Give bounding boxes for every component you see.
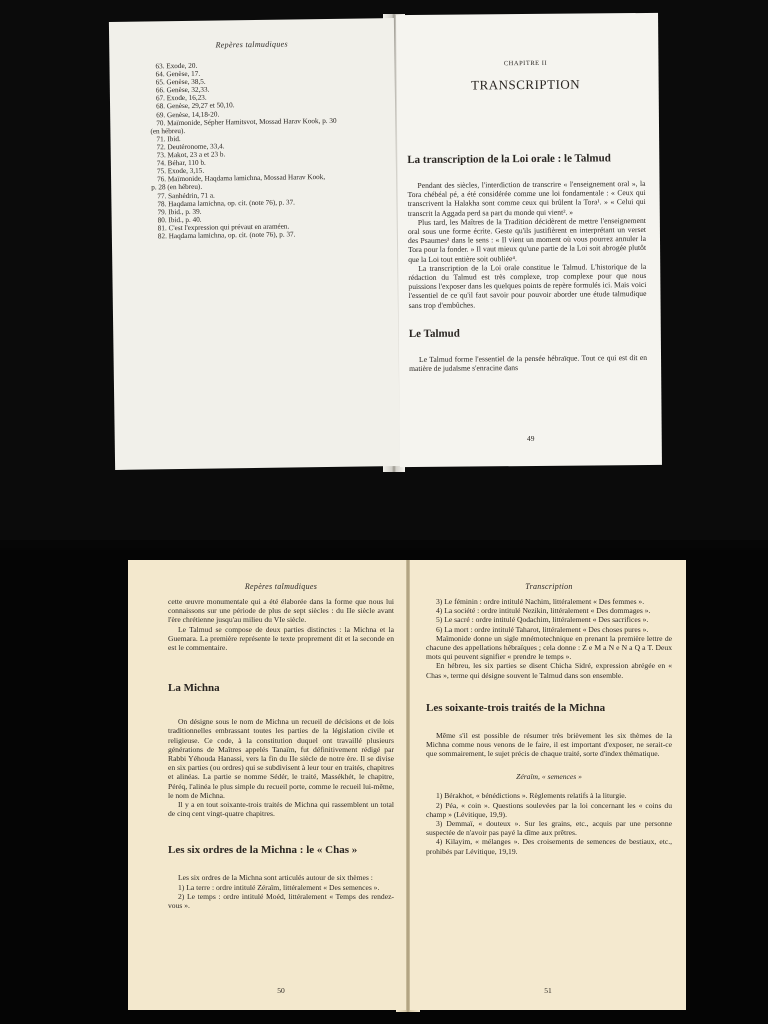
body-text [426,731,672,759]
paragraph: Maïmonide donne un sigle mnémotechnique en prenant la première lettre de chacune des appellations hébraïques ; cela donne : Z e M a N e N a Q a T. Deux mots qui peuvent signifier « prendre le temps ». [426,633,672,662]
paragraph: cette œuvre monumentale qui a été élaborée dans la forme que nous lui connaissons sur une période de plus de sept siècles : du IIe siècle avant l'ère chrétienne jusqu'au milieu du VIe siècle. [168,597,394,625]
list-item: 5) Le sacré : ordre intitulé Qodachim, littéralement « Des sacrifices ». [436,615,649,625]
note: 68. Genèse, 29,27 et 50,10. [156,101,235,111]
note: 75. Exode, 3,15. [156,166,205,176]
paragraph: En hébreu, les six parties se disent Chicha Sidré, expression abrégée en « Chas », terme qui désigne souvent le Talmud dans son ensemble. [426,661,672,680]
note: 72. Deutéronome, 33,4. [156,142,225,152]
list-item: 6) La mort : ordre intitulé Taharot, littéralement « Des choses pures ». [436,624,649,634]
note: 78. Haqdama lamichna, op. cit. (note 76), p. 37. [157,198,296,208]
paragraph: Pendant des siècles, l'interdiction de transcrire « l'enseignement oral », la Tora chébéal pé, a été considérée comme une loi fondamentale : « Ceux qui transcrivent la Halakha sont comme ceux qui brûlent la Tora¹. » « Celui qui transcrit la Aggada perd sa part du monde qui vient². » [407,178,646,218]
section-heading: Les soixante-trois traités de la Michna [426,701,606,714]
body-text [168,717,394,818]
list-item: 2) Le temps : ordre intitulé Moéd, littéralement « Temps des rendez-vous ». [168,891,394,911]
note: 81. C'est l'expression qui prévaut en araméen. [157,222,290,233]
note: 69. Genèse, 14,18-20. [156,110,220,119]
list-item: 4) La société : ordre intitulé Nezikin, littéralement « Des dommages ». [436,606,651,616]
note: 80. Ibid., p. 40. [157,215,202,225]
note: 77. Sanhédrin, 71 a. [157,191,215,200]
body-text [426,791,672,855]
paragraph: Même s'il est possible de résumer très brièvement les six thèmes de la Michna comme nous venons de le faire, il est important d'exposer, ne serait-ce que sommairement, le sujet précis de chaque traité, sorte d'index thématique. [426,730,672,759]
note: 82. Haqdama lamichna, op. cit. (note 76), p. 37. [157,230,296,241]
note: 76. Maïmonide, Haqdama lamichna, Mossad Harav Kook, [157,173,326,184]
running-head: Repères talmudiques [215,39,288,50]
note: 67. Exode, 16,23. [155,94,207,103]
page-49 [396,13,662,467]
body-text [426,597,672,680]
note: 64. Genèse, 17. [155,69,201,79]
note: 66. Genèse, 32,33. [155,85,210,95]
note: 73. Makot, 23 a et 23 b. [156,150,226,160]
paragraph: Plus tard, les Maîtres de la Tradition décidèrent de mettre l'enseignement oral sous une forme écrite. Geste qu'ils justifièrent en interprétant un verset des Psaumes³ dans le sens : « Il vient un moment où vous pourrez annuler la Tora pour la fonder. » Il vaut mieux qu'une partie de la Loi soit abrogée plutôt que la Loi tout entière soit oubliée⁴. [407,215,647,264]
note: 70. Maïmonide, Sépher Hamitsvot, Mossad Harav Kook, p. 30 [156,116,337,128]
note: 63. Exode, 20. [155,61,198,71]
list-item: 3) Demmaï, « douteux ». Sur les grains, etc., acquis par une personne suspectée de n'avoir pas payé la dîme aux prêtres. [426,819,672,838]
list-item: 2) Péa, « coin ». Questions soulevées par la loi concernant les « coins du champ » (Lévitique, 19,9). [426,800,672,819]
section-heading: Le Talmud [408,327,460,340]
paragraph: Il y a en tout soixante-trois traités de Michna qui rassemblent un total de cinq cent vingt-quatre chapitres. [168,800,394,819]
note: 79. Ibid., p. 39. [157,207,202,217]
paragraph: Le Talmud forme l'essentiel de la pensée hébraïque. Tout ce qui est dit en matière de judaïsme s'enracine dans [409,352,648,374]
body-text-2 [409,353,647,373]
running-head: Transcription [525,582,573,591]
note: 71. Ibid. [156,134,181,144]
section-heading: La transcription de la Loi orale : le Talmud [407,152,611,167]
note: 74. Béhar, 110 b. [156,158,206,168]
paragraph: La transcription de la Loi orale constitue le Talmud. L'historique de la rédaction du Talmud est très complexe, trop complexe pour que nous puissions l'exposer dans les quelques points de repère formulés ici. Mais voici l'essentiel de ce qu'il faut savoir pour pouvoir aborder une étude talmudique sans trop d'embûches. [408,261,647,310]
notes-list [109,59,396,241]
page-50 [128,560,406,1010]
paragraph: Les six ordres de la Michna sont articulés autour de six thèmes : [178,873,373,883]
list-item: 3) Le féminin : ordre intitulé Nachim, littéralement « Des femmes ». [436,597,645,606]
note: 65. Genèse, 38,5. [155,77,206,87]
running-head: Repères talmudiques [244,582,318,591]
list-item: 4) Kilayim, « mélanges ». Des croisements de semences de bestiaux, etc., prohibés par Lévitique, 19,19. [426,837,672,856]
paragraph: Le Talmud se compose de deux parties distinctes : la Michna et la Guemara. La première représente le texte proprement dit et la seconde en est le commentaire. [168,624,394,653]
list-item: 1) La terre : ordre intitulé Zéraïm, littéralement « Des semences ». [178,882,380,892]
section-heading: La Michna [168,682,220,695]
body-text [168,597,394,652]
subheading: Zéraïm, « semences » [516,772,582,782]
page-notes-left [109,18,400,470]
page-number: 50 [277,986,285,995]
list-item: 1) Bérakhot, « bénédictions ». Règlements relatifs à la liturgie. [436,791,627,801]
chapter-label: CHAPITRE II [503,59,548,68]
note: (en hébreu). [150,126,186,136]
page-51 [410,560,686,1010]
chapter-title: TRANSCRIPTION [471,76,581,93]
paragraph: On désigne sous le nom de Michna un recueil de décisions et de lois traditionnelles embrassant toutes les parties de la législation civile et religieuse. Ce code, à la constitution duquel ont travaillé plusieurs générations de Maîtres appelés Tanaïm, fut définitivement rédigé par Rabbi Yéhouda Hanassi, vers la fin du IIe siècle de notre ère. Il se divise en six parties (ou ordres) qui se subdivisent à leur tour en traités, chapitres et alinéas. La partie se nomme Sédér, le traité, Massékhét, le chapitre, Péréq, l'alinéa le plus simple du recueil porte, comme le recueil lui-même, le nom de Michna. [168,717,394,800]
body-text [407,179,646,310]
page-number: 49 [526,433,535,444]
page-number: 51 [544,986,552,995]
section-heading: Les six ordres de la Michna : le « Chas » [168,844,358,857]
body-text [168,873,394,910]
note: p. 28 (en hébreu). [151,183,203,192]
